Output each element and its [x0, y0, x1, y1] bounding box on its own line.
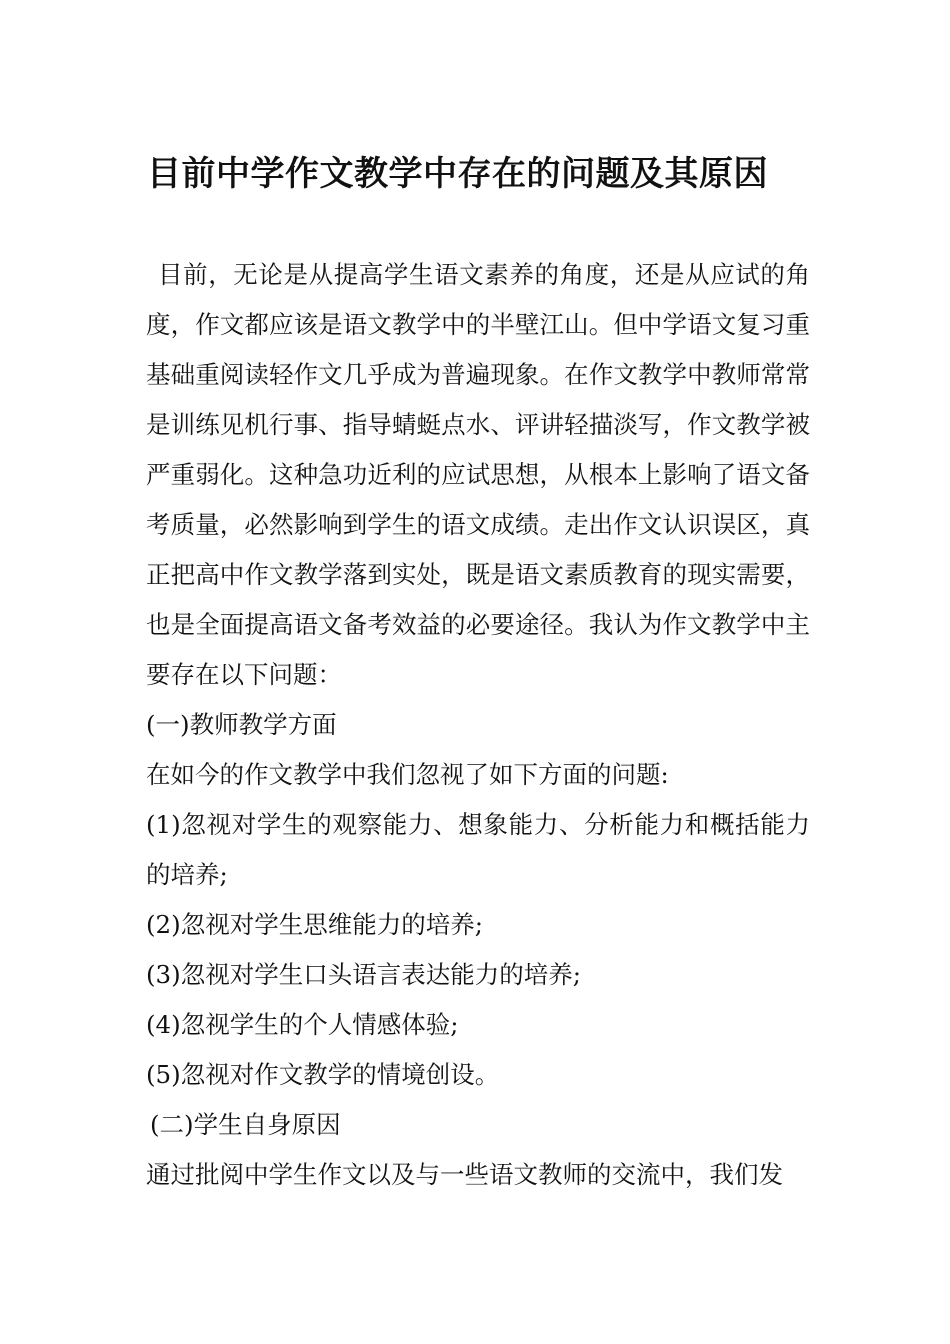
list-item: (4)忽视学生的个人情感体验; [146, 1010, 459, 1039]
intro-paragraph: 目前，无论是从提高学生语文素养的角度，还是从应试的角度，作文都应该是语文教学中的半壁江山。但中学语文复习重基础重阅读轻作文几乎成为普遍现象。在作文教学中教师常常是训练见机行事、指导蜻蜓点水、评讲轻描淡写，作文教学被严重弱化。这种急功近利的应试思想，从根本上影响了语文备考质量，必然影响到学生的语文成绩。走出作文认识误区，真正把高中作文教学落到实处，既是语文素质教育的现实需要，也是全面提高语文备考效益的必要途径。我认为作文教学中主要存在以下问题： [146, 260, 810, 689]
list-item: (2)忽视对学生思维能力的培养; [146, 910, 483, 939]
section-heading-student: (二)学生自身原因 [150, 1110, 341, 1139]
section-2-text: 通过批阅中学生作文以及与一些语文教师的交流中，我们发 [146, 1160, 783, 1189]
document-title: 目前中学作文教学中存在的问题及其原因 [147, 154, 768, 194]
section-heading-teacher: (一)教师教学方面 [146, 710, 337, 739]
section-lead-text: 在如今的作文教学中我们忽视了如下方面的问题: [146, 760, 669, 789]
document-body [146, 250, 810, 1200]
list-item: (5)忽视对作文教学的情境创设。 [146, 1060, 500, 1089]
list-item: (3)忽视对学生口头语言表达能力的培养; [146, 960, 581, 989]
list-item: (1)忽视对学生的观察能力、想象能力、分析能力和概括能力的培养; [146, 810, 810, 889]
